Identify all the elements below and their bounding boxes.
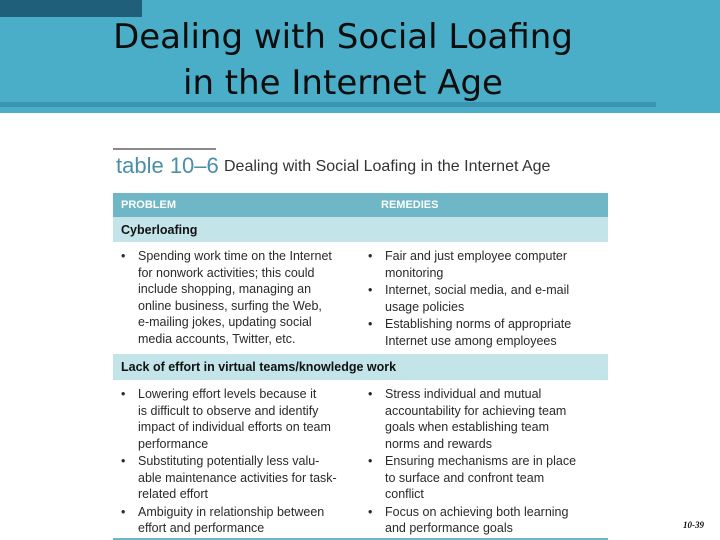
problem-column: [113, 248, 366, 354]
remedy-text: Ensuring mechanisms are in place to surface and confront team conflict: [385, 454, 577, 501]
remedy-text: Focus on achieving both learning and performance goals: [385, 504, 569, 535]
page-number: 10-39: [683, 520, 704, 530]
section-heading: Cyberloafing: [113, 217, 608, 242]
list-item: • Focus on achieving both learning and performance goals: [368, 504, 608, 537]
slide-title: [0, 14, 686, 106]
slide-title-line-1: Dealing with Social Loafing: [113, 17, 573, 57]
caption-rule: [113, 148, 216, 150]
section-heading: Lack of effort in virtual teams/knowledge work: [113, 354, 608, 380]
list-item: • Lowering effort levels because it is difficult to observe and identify impact of individual efforts on team performance: [121, 386, 366, 452]
list-item: • Internet, social media, and e-mail usage policies: [368, 282, 608, 315]
table-title: Dealing with Social Loafing in the Internet Age: [224, 158, 551, 175]
table-number: table 10–6: [116, 153, 219, 178]
problem-text: Spending work time on the Internet for nonwork activities; this could include shopping, managing an online business, surfing the Web, e-mailing jokes, updating social media accounts, Twitter, etc.: [138, 249, 332, 346]
header-problem: PROBLEM: [121, 199, 176, 211]
section-rows: [113, 242, 608, 354]
problem-text: Ambiguity in relationship between effort and performance: [138, 504, 325, 535]
table-header-row: [113, 193, 608, 217]
remedy-text: Internet, social media, and e-mail usage policies: [385, 283, 570, 314]
section-rows: [113, 380, 608, 538]
header-remedies: REMEDIES: [381, 199, 439, 211]
problem-column: [113, 386, 366, 538]
list-item: • Stress individual and mutual accountability for achieving team goals when establishing team norms and rewards: [368, 386, 608, 452]
remedies-column: [366, 386, 608, 538]
remedy-text: Fair and just employee computer monitoring: [385, 249, 568, 280]
list-item: • Fair and just employee computer monitoring: [368, 248, 608, 281]
problem-text: Lowering effort levels because it is difficult to observe and identify impact of individual efforts on team performance: [138, 387, 331, 451]
table-caption: [113, 148, 613, 182]
title-banner: [0, 0, 720, 113]
list-item: • Substituting potentially less valu- able maintenance activities for task- related effort: [121, 453, 366, 503]
loafing-table: [113, 193, 608, 540]
remedy-text: Establishing norms of appropriate Internet use among employees: [385, 317, 572, 348]
remedy-text: Stress individual and mutual accountability for achieving team goals when establishing team norms and rewards: [385, 387, 567, 451]
list-item: • Establishing norms of appropriate Internet use among employees: [368, 316, 608, 349]
slide-title-line-2: in the Internet Age: [183, 63, 503, 103]
list-item: • Ensuring mechanisms are in place to surface and confront team conflict: [368, 453, 608, 503]
problem-text: Substituting potentially less valu- able maintenance activities for task- related effort: [138, 454, 337, 501]
list-item: • Ambiguity in relationship between effort and performance: [121, 504, 366, 537]
list-item: • Spending work time on the Internet for nonwork activities; this could include shopping, managing an online business, surfing the Web, e-mailing jokes, updating social media accounts, Twitter, etc.: [121, 248, 366, 347]
remedies-column: [366, 248, 608, 354]
